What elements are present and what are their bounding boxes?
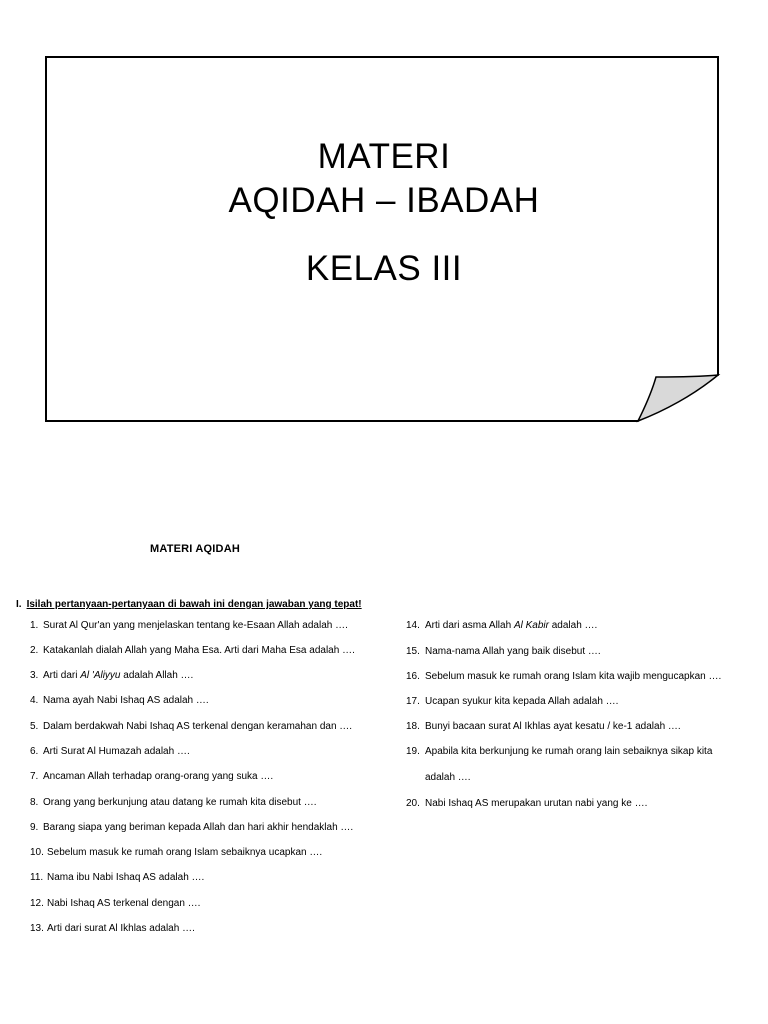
question-text: Dalam berdakwah Nabi Ishaq AS terkenal dengan keramahan dan …. [43,721,353,732]
question-item [406,797,647,810]
question-number: 1. [30,620,39,631]
question-number: 4. [30,695,39,706]
question-number: 3. [30,670,39,681]
page-curl-frame [44,55,724,425]
question-item [30,720,352,733]
question-item [406,619,597,632]
question-item [30,694,209,707]
question-text: Barang siapa yang beriman kepada Allah dan hari akhir hendaklah …. [43,822,354,833]
question-item [30,922,195,935]
question-item [30,796,317,809]
question-number: 14. [406,620,420,631]
question-text: Arti dari [43,670,81,681]
instruction-number: I. [16,599,22,610]
question-text: Nama-nama Allah yang baik disebut …. [425,646,601,657]
question-item [30,871,204,884]
question-number: 16. [406,671,420,682]
question-number: 2. [30,645,39,656]
question-text: Sebelum masuk ke rumah orang Islam sebaiknya ucapkan …. [47,847,323,858]
cover-page-box [44,55,724,425]
question-text: Arti Surat Al Humazah adalah …. [43,746,190,757]
question-text-end: adalah Allah …. [120,670,194,681]
question-item [406,745,712,758]
question-number: 15. [406,646,420,657]
question-text: Orang yang berkunjung atau datang ke rumah kita disebut …. [43,797,317,808]
question-number: 17. [406,696,420,707]
question-text: Surat Al Qur'an yang menjelaskan tentang ke-Esaan Allah adalah …. [43,620,348,631]
question-number: 6. [30,746,39,757]
question-italic-term: Al Kabir [513,620,549,631]
question-number: 13. [30,923,44,934]
question-item [30,821,353,834]
question-item [30,770,273,783]
question-number: 11. [30,872,44,883]
question-item [406,645,601,658]
instruction [16,599,362,610]
question-text: Apabila kita berkunjung ke rumah orang lain sebaiknya sikap kita [425,746,713,757]
question-text: Katakanlah dialah Allah yang Maha Esa. Arti dari Maha Esa adalah …. [43,645,355,656]
question-item [30,846,322,859]
question-text-continued: adalah …. [425,772,471,783]
question-number: 12. [30,898,44,909]
question-number: 20. [406,798,420,809]
question-text-end: adalah …. [548,620,598,631]
question-item [30,619,348,632]
question-text: Ucapan syukur kita kepada Allah adalah …. [425,696,619,707]
question-text: Nabi Ishaq AS terkenal dengan …. [47,898,201,909]
question-text: Nama ibu Nabi Ishaq AS adalah …. [47,872,205,883]
cover-title-line1: MATERI [317,137,451,176]
section-heading: MATERI AQIDAH [150,543,240,555]
question-item [30,644,355,657]
question-item [30,745,190,758]
question-item [30,897,200,910]
question-text: Nama ayah Nabi Ishaq AS adalah …. [43,695,209,706]
question-number: 7. [30,771,39,782]
question-text: Arti dari asma Allah [425,620,514,631]
question-number: 9. [30,822,39,833]
question-item [406,670,721,683]
question-text: Nabi Ishaq AS merupakan urutan nabi yang ke …. [425,798,648,809]
question-italic-term: Al 'Aliyyu [80,670,121,681]
question-number: 10. [30,847,44,858]
question-number: 8. [30,797,39,808]
question-item [30,669,193,682]
instruction-text: Isilah pertanyaan-pertanyaan di bawah ini dengan jawaban yang tepat! [26,599,362,610]
question-text: Arti dari surat Al Ikhlas adalah …. [47,923,195,934]
question-number: 18. [406,721,420,732]
cover-title-line3: KELAS III [305,249,463,288]
question-item [406,720,681,733]
question-text: Sebelum masuk ke rumah orang Islam kita wajib mengucapkan …. [425,671,722,682]
question-text: Bunyi bacaan surat Al Ikhlas ayat kesatu / ke-1 adalah …. [425,721,681,732]
question-item [406,695,618,708]
question-number: 19. [406,746,420,757]
question-text: Ancaman Allah terhadap orang-orang yang suka …. [43,771,274,782]
question-number: 5. [30,721,39,732]
cover-title-line2: AQIDAH – IBADAH [228,181,540,220]
